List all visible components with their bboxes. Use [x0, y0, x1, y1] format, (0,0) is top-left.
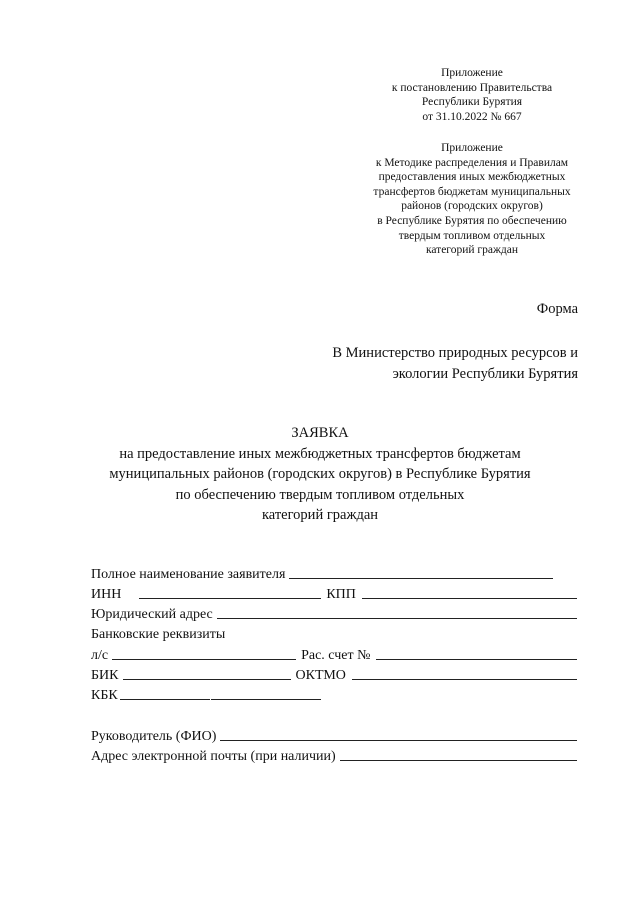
row-bik-oktmo: [91, 665, 577, 685]
row-email: [91, 746, 577, 766]
appendix-methodology: [344, 141, 600, 258]
inn-field[interactable]: [139, 585, 321, 599]
kbk-field-part1[interactable]: [120, 686, 210, 700]
legal-address-label: Юридический адрес: [91, 607, 213, 623]
title-heading: ЗАЯВКА: [291, 425, 349, 441]
personal-account-field[interactable]: [112, 646, 296, 660]
personal-account-label: л/с: [91, 647, 109, 663]
title-line: категорий граждан: [261, 507, 379, 523]
document-title: [80, 423, 560, 526]
fields-spacer: [91, 705, 577, 725]
row-accounts: [91, 645, 577, 665]
appendix-line: Приложение: [441, 142, 503, 154]
addressee: [278, 343, 578, 385]
kbk-field-part2[interactable]: [211, 686, 321, 700]
row-legal-address: [91, 604, 577, 624]
head-label: Руководитель (ФИО): [91, 728, 217, 744]
appendix-line: категорий граждан: [425, 244, 519, 257]
form-label: Форма: [536, 301, 578, 317]
appendix-line: Приложение: [441, 67, 503, 79]
bik-field[interactable]: [123, 666, 291, 680]
row-kbk: [91, 685, 577, 705]
appendix-line: твердым топливом отдельных: [398, 229, 546, 242]
title-line: по обеспечению твердым топливом отдельных: [175, 486, 465, 503]
settlement-account-field[interactable]: [376, 646, 577, 660]
kpp-field[interactable]: [362, 585, 577, 599]
bank-details-label: Банковские реквизиты: [91, 626, 226, 642]
kbk-label: КБК: [91, 688, 118, 704]
email-field[interactable]: [340, 747, 577, 761]
appendix-line: к Методике распределения и Правилам: [375, 156, 569, 169]
appendix-line: от 31.10.2022 № 667: [422, 110, 522, 123]
row-applicant-name: [91, 564, 577, 584]
applicant-name-label: Полное наименование заявителя: [91, 567, 286, 582]
appendix-resolution: [344, 66, 600, 124]
row-inn-kpp: [91, 584, 577, 604]
applicant-name-field[interactable]: [289, 565, 553, 579]
appendix-line: районов (городских округов): [401, 200, 543, 213]
row-bank-details: [91, 625, 577, 645]
settlement-account-label: Рас. счет №: [301, 647, 371, 663]
addressee-line: экологии Республики Бурятия: [392, 366, 578, 382]
head-field[interactable]: [220, 727, 577, 741]
title-line: на предоставление иных межбюджетных трансфертов бюджетам: [119, 445, 521, 462]
kpp-label: КПП: [326, 587, 356, 603]
addressee-line: В Министерство природных ресурсов и: [332, 345, 578, 361]
appendix-line: Республики Бурятия: [421, 96, 523, 109]
appendix-line: к постановлению Правительства: [391, 81, 553, 94]
form-fields: [91, 564, 577, 766]
appendix-line: в Республике Бурятия по обеспечению: [377, 214, 567, 227]
appendix-line: предоставления иных межбюджетных: [378, 171, 566, 184]
appendix-line: трансфертов бюджетам муниципальных: [373, 185, 571, 198]
inn-label: ИНН: [91, 587, 122, 603]
email-label: Адрес электронной почты (при наличии): [91, 748, 336, 764]
oktmo-field[interactable]: [352, 666, 577, 680]
bik-label: БИК: [91, 667, 119, 683]
row-head: [91, 726, 577, 746]
title-line: муниципальных районов (городских округов) в Республике Бурятия: [109, 466, 531, 482]
legal-address-field[interactable]: [217, 605, 577, 619]
oktmo-label: ОКТМО: [295, 667, 346, 683]
